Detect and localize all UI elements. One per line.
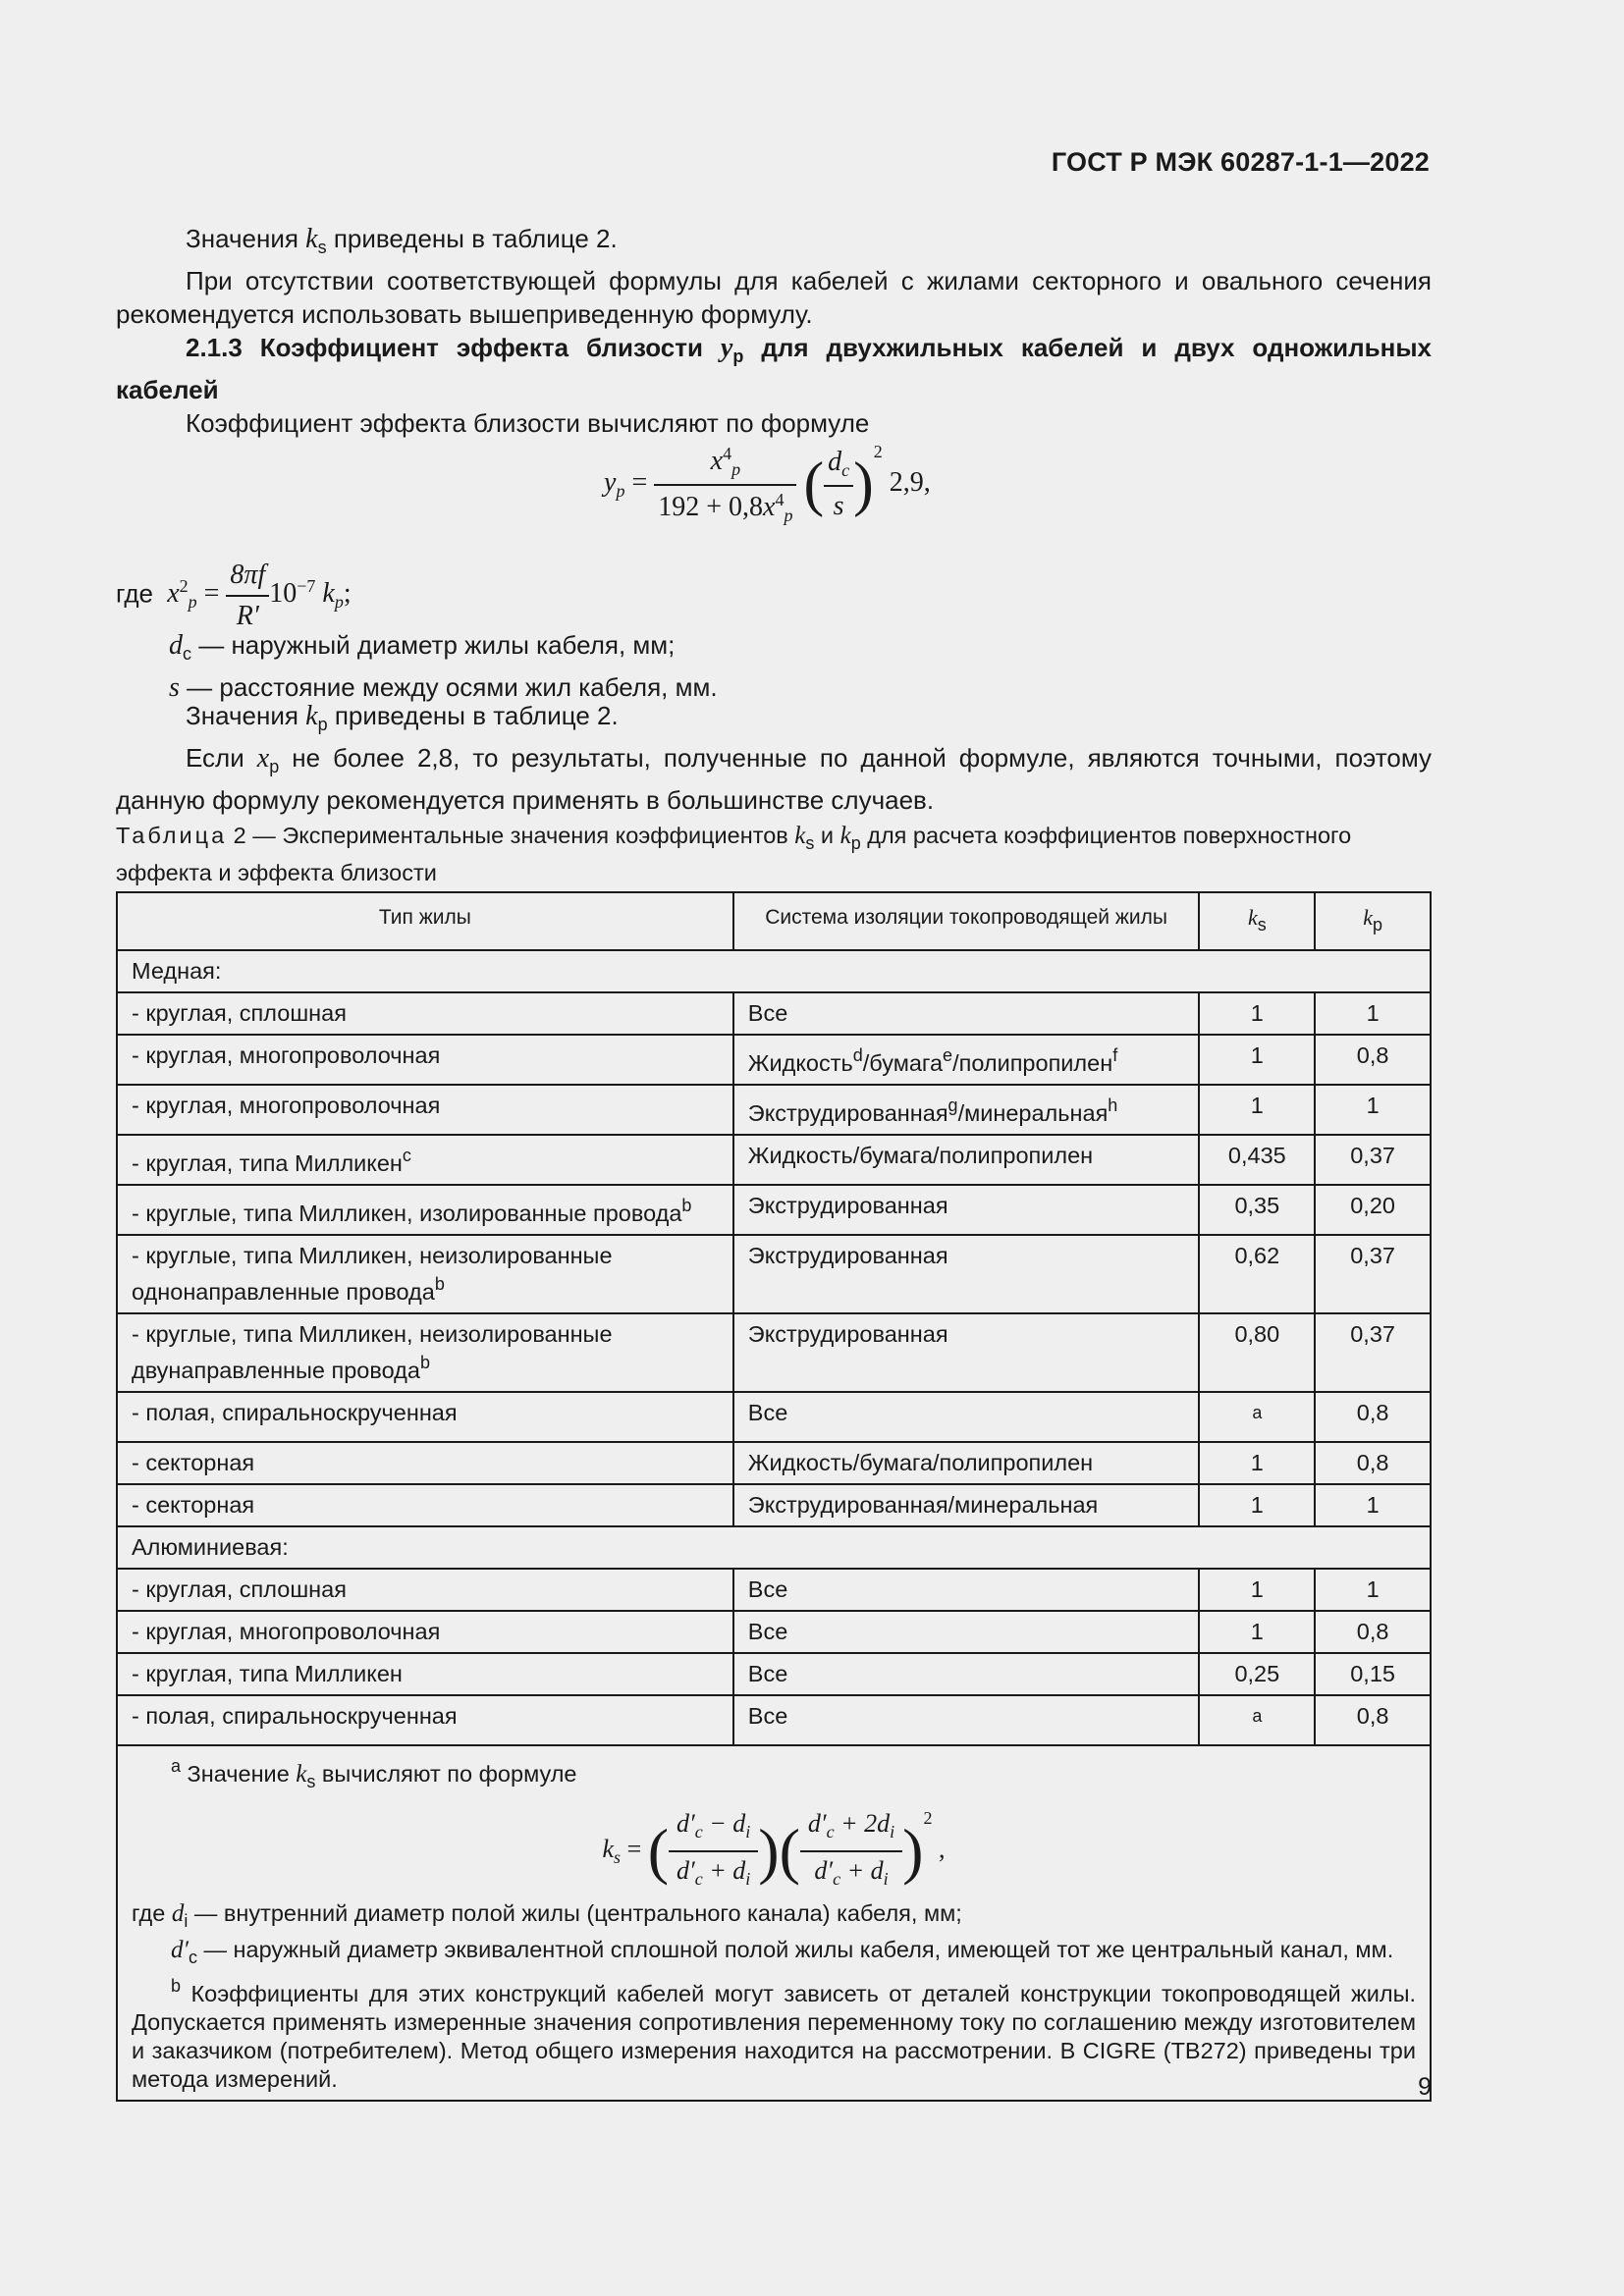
- cell-kp: 0,8: [1315, 1695, 1431, 1745]
- table-row: [117, 1035, 1431, 1085]
- def-dc: $d_c$ — наружный диаметр жилы кабеля, мм;: [169, 630, 676, 664]
- proximity-formula: $y_p$ = $\frac{x^4_p}{192 + 0,8x^4_p}$ ( $\frac{d_c}{s}$ )$^2$ 2,9,: [604, 442, 931, 525]
- cell-kp: 0,37: [1315, 1235, 1431, 1313]
- note-dc: $d'_c$ — наружный диаметр эквивалентной сплошной полой жилы кабеля, имеющей тот же центральный канал, мм.: [171, 1937, 1394, 1968]
- cell-type: - круглая, многопроволочная: [117, 1035, 733, 1085]
- group-title: Алюминиевая:: [117, 1526, 1431, 1569]
- cell-type: - круглая, типа Милликен: [117, 1653, 733, 1695]
- where-xp-definition: где $x^2_p$ = $\frac{8\pi f}{R'}$ $10^{-7}$ $k_p$;: [116, 560, 352, 631]
- cell-ks: a: [1199, 1392, 1315, 1442]
- header-type: Тип жилы: [117, 892, 733, 950]
- cell-kp: 0,8: [1315, 1442, 1431, 1484]
- cell-kp: 0,37: [1315, 1313, 1431, 1392]
- table-row: [117, 1135, 1431, 1185]
- note-di: где $d_i$ — внутренний диаметр полой жилы (центрального канала) кабеля, мм;: [132, 1900, 962, 1932]
- cell-type: - секторная: [117, 1442, 733, 1484]
- cell-ks: 0,35: [1199, 1185, 1315, 1235]
- cell-ks: a: [1199, 1695, 1315, 1745]
- paragraph-xp-limit: Если $x_p$ не более 2,8, то результаты, полученные по данной формуле, являются точными, поэтому данную формулу рекомендуется применять в большинстве случаев.: [116, 743, 1432, 815]
- cell-system: Все: [733, 1653, 1200, 1695]
- cell-kp: 1: [1315, 992, 1431, 1035]
- cell-type: - круглая, многопроволочная: [117, 1085, 733, 1135]
- cell-system: Экструдированная/минеральная: [733, 1484, 1200, 1526]
- cell-type: - секторная: [117, 1484, 733, 1526]
- body-text: [116, 222, 1432, 440]
- cell-ks: 1: [1199, 992, 1315, 1035]
- cell-ks: 0,62: [1199, 1235, 1315, 1313]
- cell-kp: 0,15: [1315, 1653, 1431, 1695]
- page-number: 9: [1418, 2073, 1432, 2101]
- note-a: $^a$ Значение $k_s$ вычисляют по формуле: [171, 1756, 577, 1791]
- section-heading: 2.1.3 Коэффициент эффекта близости $y_p$ для двухжильных кабелей и двух одножильных кабелей: [116, 333, 1432, 404]
- cell-system: Жидкость$^d$/бумага$^e$/полипропилен$^f$: [733, 1035, 1200, 1085]
- cell-ks: 1: [1199, 1569, 1315, 1611]
- variable-definitions: [169, 628, 718, 705]
- cell-type: - круглая, сплошная: [117, 1569, 733, 1611]
- cell-kp: 0,8: [1315, 1392, 1431, 1442]
- group-header-row: [117, 950, 1431, 992]
- cell-type: - круглые, типа Милликен, неизолированные двунаправленные провода$^b$: [117, 1313, 733, 1392]
- cell-system: Экструдированная: [733, 1313, 1200, 1392]
- cell-ks: 0,80: [1199, 1313, 1315, 1392]
- table-row: [117, 1695, 1431, 1745]
- table-row: [117, 1569, 1431, 1611]
- table-row: [117, 1653, 1431, 1695]
- after-text: [116, 699, 1432, 817]
- cell-system: Жидкость/бумага/полипропилен: [733, 1442, 1200, 1484]
- cell-ks: 1: [1199, 1484, 1315, 1526]
- cell-system: Все: [733, 1611, 1200, 1653]
- cell-ks: 0,435: [1199, 1135, 1315, 1185]
- cell-system: Все: [733, 1392, 1200, 1442]
- table-body: [117, 950, 1431, 1745]
- formula-fraction: $\frac{x^4_p}{192 + 0,8x^4_p}$: [654, 444, 796, 526]
- cell-ks: 1: [1199, 1611, 1315, 1653]
- table-row: [117, 992, 1431, 1035]
- cell-kp: 0,37: [1315, 1135, 1431, 1185]
- table-row: [117, 1085, 1431, 1135]
- header-system: Система изоляции токопроводящей жилы: [733, 892, 1200, 950]
- cell-type: - полая, спиральноскрученная: [117, 1695, 733, 1745]
- cell-system: Все: [733, 1569, 1200, 1611]
- cell-type: - круглая, типа Милликен$^c$: [117, 1135, 733, 1185]
- paragraph-sector: При отсутствии соответствующей формулы для кабелей с жилами секторного и овального сечения рекомендуется использовать вышеприведенную формулу.: [116, 266, 1432, 329]
- table-row: [117, 1392, 1431, 1442]
- cell-kp: 0,8: [1315, 1611, 1431, 1653]
- cell-system: Экструдированная$^g$/минеральная$^h$: [733, 1085, 1200, 1135]
- table-row: [117, 1484, 1431, 1526]
- paragraph-kp-ref: Значения $k_p$ приведены в таблице 2.: [186, 701, 619, 734]
- cell-type: - круглая, сплошная: [117, 992, 733, 1035]
- table-row: [117, 1235, 1431, 1313]
- cell-kp: 0,8: [1315, 1035, 1431, 1085]
- table-notes: [117, 1745, 1431, 2101]
- cell-kp: 1: [1315, 1569, 1431, 1611]
- cell-type: - круглые, типа Милликен, неизолированные однонаправленные провода$^b$: [117, 1235, 733, 1313]
- table-row: [117, 1313, 1431, 1392]
- header-ks: $k_s$: [1199, 892, 1315, 950]
- def-s: s — расстояние между осями жил кабеля, мм.: [169, 672, 718, 703]
- cell-system: Экструдированная: [733, 1185, 1200, 1235]
- cell-system: Жидкость/бумага/полипропилен: [733, 1135, 1200, 1185]
- cell-ks: 1: [1199, 1085, 1315, 1135]
- cell-type: - круглые, типа Милликен, изолированные провода$^b$: [117, 1185, 733, 1235]
- cell-ks: 1: [1199, 1442, 1315, 1484]
- table-notes-row: [117, 1745, 1431, 2101]
- table-row: [117, 1442, 1431, 1484]
- coefficients-table: [116, 891, 1432, 2102]
- cell-ks: 1: [1199, 1035, 1315, 1085]
- cell-system: Все: [733, 992, 1200, 1035]
- group-header-row: [117, 1526, 1431, 1569]
- formula-ratio: $\frac{d_c}{s}$: [824, 447, 853, 522]
- table-caption: Таблица 2 — Экспериментальные значения коэффициентов $k_s$ и $k_p$ для расчета коэффициентов поверхностного эффекта и эффекта близости: [116, 823, 1352, 885]
- header-kp: $k_p$: [1315, 892, 1431, 950]
- paragraph-ks-ref: Значения $k_s$ приведены в таблице 2.: [186, 224, 618, 257]
- ks-formula: $k_s$ = ( $\frac{d'_c - d_i}{d'_c + d_i}$ )( $\frac{d'_c + 2d_i}{d'_c + d_i}$ )$^2$ ,: [602, 1808, 946, 1890]
- cell-type: - круглая, многопроволочная: [117, 1611, 733, 1653]
- note-b: $^b$ Коэффициенты для этих конструкций кабелей могут зависеть от деталей конструкции токопроводящей жилы. Допускается применять измеренные значения сопротивления переменному току по соглашению между изготовителем и заказчиком (потребителем). Метод общего измерения находится на рассмотрении. В CIGRE (TB272) приведены три метода измерений.: [132, 1976, 1416, 2093]
- table-row: [117, 1185, 1431, 1235]
- cell-system: Все: [733, 1695, 1200, 1745]
- table-row: [117, 1611, 1431, 1653]
- cell-ks: 0,25: [1199, 1653, 1315, 1695]
- cell-kp: 1: [1315, 1085, 1431, 1135]
- cell-kp: 1: [1315, 1484, 1431, 1526]
- table-header-row: [117, 892, 1431, 950]
- cell-kp: 0,20: [1315, 1185, 1431, 1235]
- group-title: Медная:: [117, 950, 1431, 992]
- standard-header: ГОСТ Р МЭК 60287-1-1—2022: [1051, 147, 1430, 177]
- cell-type: - полая, спиральноскрученная: [117, 1392, 733, 1442]
- cell-system: Экструдированная: [733, 1235, 1200, 1313]
- paragraph-formula-intro: Коэффициент эффекта близости вычисляют по формуле: [186, 408, 870, 438]
